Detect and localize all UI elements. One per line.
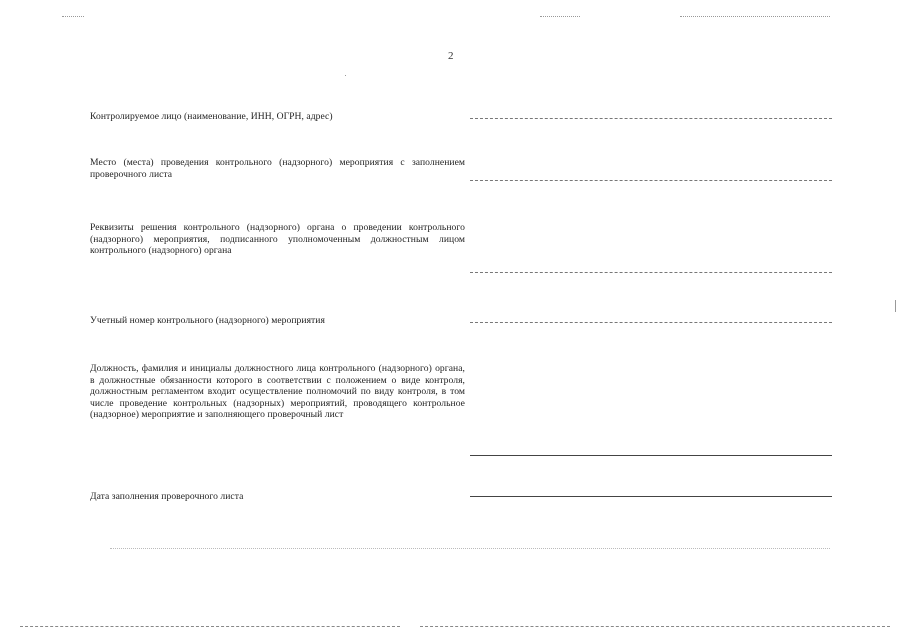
scan-speck [895, 300, 896, 312]
fill-line-official-name[interactable] [470, 455, 832, 456]
field-label-decision-details: Реквизиты решения контрольного (надзорного) органа о проведении контрольного (надзорного) мероприятия, подписанного уполномоченным должностным лицом контрольного (надзорного) органа [90, 222, 465, 257]
scan-artifact-top-right [680, 16, 830, 17]
fill-line-fill-date[interactable] [470, 496, 832, 497]
scan-artifact-bottom-left [20, 626, 400, 627]
field-label-controlled-person: Контролируемое лицо (наименование, ИНН, ОГРН, адрес) [90, 111, 333, 122]
fill-line-registration-number[interactable] [470, 322, 832, 323]
fill-line-controlled-person[interactable] [470, 118, 832, 119]
fill-line-decision-details[interactable] [470, 272, 832, 273]
field-label-event-place: Место (места) проведения контрольного (надзорного) мероприятия с заполнением проверочного листа [90, 157, 465, 180]
field-label-official-name: Должность, фамилия и инициалы должностного лица контрольного (надзорного) органа, в должностные обязанности которого в соответствии с положением о виде контроля, должностным регламентом входит осуществление полномочий по виду контроля, в том числе проведение контрольных (надзорных) мероприятий, проводящего контрольное (надзорное) мероприятие и заполняющего проверочный лист [90, 363, 465, 421]
scan-artifact-top-left [62, 16, 84, 17]
field-label-fill-date: Дата заполнения проверочного листа [90, 491, 244, 502]
scan-speck [345, 75, 346, 76]
field-label-registration-number: Учетный номер контрольного (надзорного) мероприятия [90, 315, 325, 326]
scan-artifact-top-mid [540, 16, 580, 17]
fill-line-event-place[interactable] [470, 180, 832, 181]
scan-artifact-lower [110, 548, 830, 549]
page-number: 2 [448, 50, 454, 62]
scan-artifact-bottom-right [420, 626, 890, 627]
